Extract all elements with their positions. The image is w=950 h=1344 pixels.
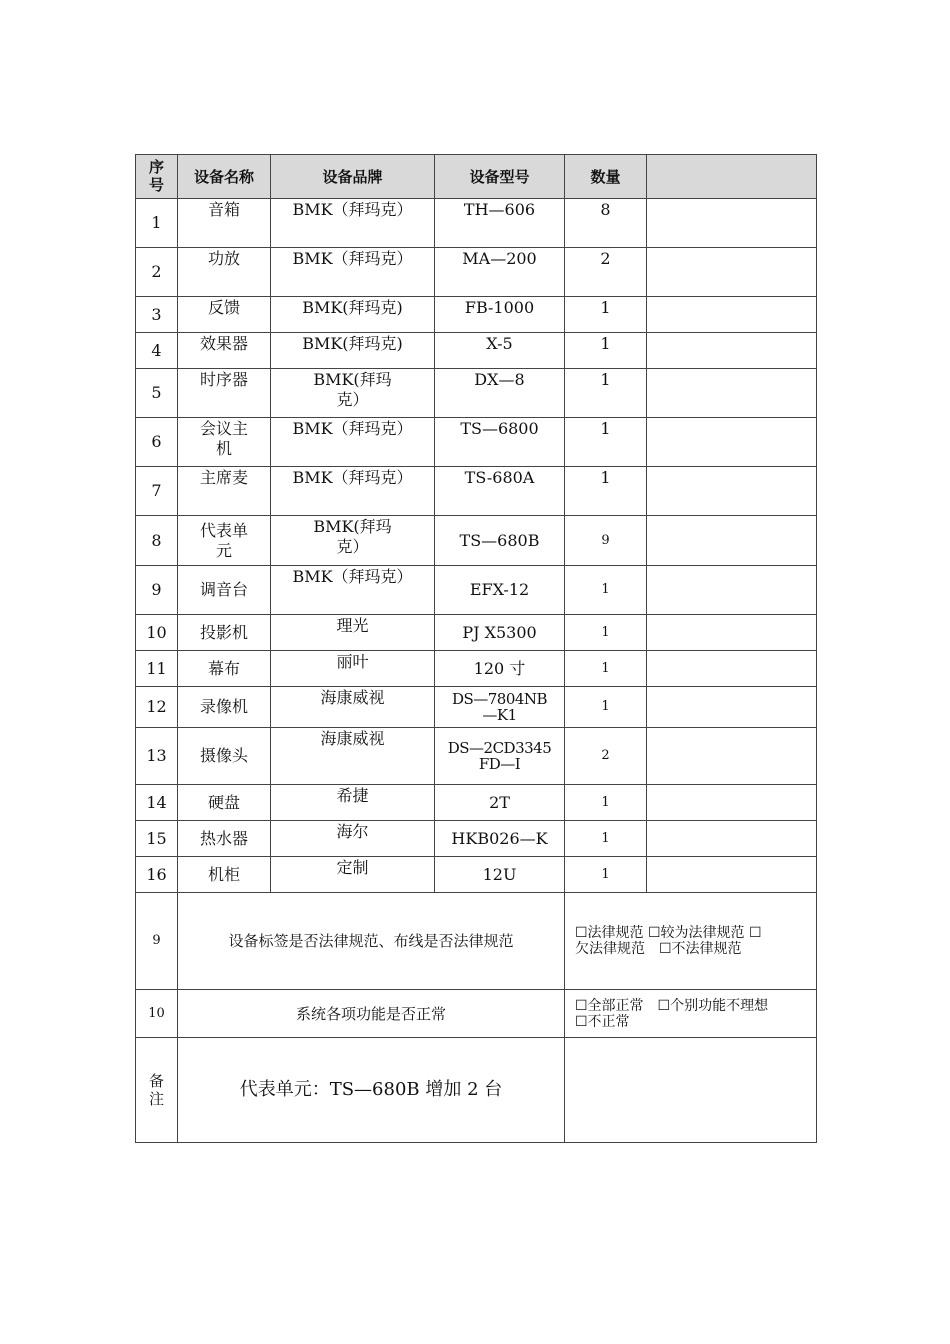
row-qty: 1 <box>565 467 647 516</box>
row-qty: 1 <box>565 615 647 651</box>
row-no: 8 <box>136 516 178 566</box>
equipment-table <box>135 154 817 1143</box>
check-row <box>136 893 817 990</box>
row-brand-text: 海尔 <box>336 822 369 841</box>
remarks-row <box>136 1038 817 1143</box>
row-name: 时序器 <box>178 369 271 418</box>
row-brand-text: BMK(拜玛克） <box>313 370 392 409</box>
row-brand-text: BMK（拜玛克） <box>292 200 413 219</box>
row-brand-text: 海康威视 <box>320 688 385 707</box>
row-name: 录像机 <box>178 687 271 728</box>
row-qty: 1 <box>565 687 647 728</box>
row-qty: 1 <box>565 857 647 893</box>
row-no: 2 <box>136 248 178 297</box>
check-options-line: ☐法律规范 ☐较为法律规范 ☐ <box>575 925 762 941</box>
row-qty: 2 <box>565 248 647 297</box>
table-row <box>136 516 817 566</box>
row-model <box>435 297 565 333</box>
row-brand <box>271 199 435 248</box>
table-row <box>136 467 817 516</box>
row-no: 14 <box>136 785 178 821</box>
row-brand <box>271 687 435 728</box>
row-brand <box>271 333 435 369</box>
row-name: 投影机 <box>178 615 271 651</box>
table-row <box>136 418 817 467</box>
check-no: 10 <box>136 990 178 1038</box>
table-row <box>136 248 817 297</box>
row-model-text: DS—7804NB—K1 <box>451 690 548 724</box>
row-no: 1 <box>136 199 178 248</box>
row-brand <box>271 857 435 893</box>
remarks-right <box>565 1038 817 1143</box>
row-model-text: MA—200 <box>462 249 537 268</box>
check-question: 设备标签是否法律规范、布线是否法律规范 <box>178 893 565 990</box>
row-blank <box>647 651 817 687</box>
row-name: 功放 <box>178 248 271 297</box>
row-model <box>435 651 565 687</box>
row-model-text: TH—606 <box>463 200 536 219</box>
row-qty: 1 <box>565 333 647 369</box>
row-no: 5 <box>136 369 178 418</box>
table-row <box>136 615 817 651</box>
row-brand <box>271 651 435 687</box>
row-qty: 1 <box>565 418 647 467</box>
row-blank <box>647 821 817 857</box>
row-model-text: PJ X5300 <box>462 622 537 642</box>
row-no: 7 <box>136 467 178 516</box>
row-name: 反馈 <box>178 297 271 333</box>
row-brand-text: BMK（拜玛克） <box>292 249 413 268</box>
row-brand <box>271 418 435 467</box>
row-name-text: 代表单元 <box>199 520 248 560</box>
row-brand <box>271 369 435 418</box>
table-row <box>136 297 817 333</box>
row-no: 13 <box>136 728 178 785</box>
row-no: 9 <box>136 566 178 615</box>
row-model <box>435 248 565 297</box>
row-brand-text: BMK(拜玛克) <box>302 334 403 353</box>
row-brand <box>271 821 435 857</box>
row-brand-text: BMK(拜玛克） <box>313 517 392 556</box>
row-model <box>435 467 565 516</box>
row-name <box>178 516 271 566</box>
row-brand <box>271 467 435 516</box>
row-model-text: TS—680B <box>459 530 540 550</box>
row-model-text: DS—2CD3345FD—I <box>447 739 552 773</box>
row-no: 12 <box>136 687 178 728</box>
row-brand <box>271 297 435 333</box>
remarks-text: 代表单元：TS—680B 增加 2 台 <box>178 1038 565 1143</box>
row-brand <box>271 248 435 297</box>
check-row <box>136 990 817 1038</box>
row-blank <box>647 297 817 333</box>
row-name: 主席麦 <box>178 467 271 516</box>
row-brand-text: BMK（拜玛克） <box>292 419 413 438</box>
row-brand <box>271 785 435 821</box>
row-blank <box>647 467 817 516</box>
check-question: 系统各项功能是否正常 <box>178 990 565 1038</box>
row-model-text: 120 寸 <box>473 658 526 678</box>
row-blank <box>647 615 817 651</box>
row-brand-text: BMK(拜玛克) <box>302 298 403 317</box>
row-model <box>435 199 565 248</box>
row-blank <box>647 566 817 615</box>
table-row <box>136 369 817 418</box>
row-model-text: 12U <box>482 864 517 884</box>
header-cell-name: 设备名称 <box>178 155 271 199</box>
check-options-line: ☐不正常 <box>575 1013 630 1030</box>
row-model <box>435 516 565 566</box>
row-model <box>435 728 565 785</box>
row-brand-text: 定制 <box>336 858 369 877</box>
row-no: 11 <box>136 651 178 687</box>
row-blank <box>647 785 817 821</box>
row-model-text: 2T <box>489 792 510 812</box>
row-brand <box>271 615 435 651</box>
row-model-text: TS—6800 <box>460 419 539 438</box>
row-qty: 1 <box>565 785 647 821</box>
row-name: 摄像头 <box>178 728 271 785</box>
row-no: 6 <box>136 418 178 467</box>
header-cell-qty: 数量 <box>565 155 647 199</box>
table-row <box>136 566 817 615</box>
check-options <box>565 893 817 990</box>
row-no: 10 <box>136 615 178 651</box>
header-cell-no: 序号 <box>136 155 178 199</box>
row-brand <box>271 516 435 566</box>
row-model-text: FB-1000 <box>464 298 535 317</box>
row-name: 调音台 <box>178 566 271 615</box>
row-model <box>435 857 565 893</box>
row-blank <box>647 516 817 566</box>
row-qty: 1 <box>565 566 647 615</box>
row-name <box>178 418 271 467</box>
row-name: 幕布 <box>178 651 271 687</box>
row-name: 效果器 <box>178 333 271 369</box>
row-qty: 1 <box>565 369 647 418</box>
row-name: 机柜 <box>178 857 271 893</box>
row-name: 音箱 <box>178 199 271 248</box>
row-model-text: EFX-12 <box>469 580 530 599</box>
row-blank <box>647 333 817 369</box>
row-brand <box>271 728 435 785</box>
row-blank <box>647 728 817 785</box>
check-options <box>565 990 817 1038</box>
row-blank <box>647 418 817 467</box>
row-model <box>435 566 565 615</box>
row-name-text: 会议主机 <box>199 419 248 458</box>
row-qty: 1 <box>565 297 647 333</box>
row-model-text: TS-680A <box>464 468 535 487</box>
row-model <box>435 418 565 467</box>
header-cell-brand: 设备品牌 <box>271 155 435 199</box>
row-blank <box>647 199 817 248</box>
row-blank <box>647 369 817 418</box>
table-row <box>136 728 817 785</box>
header-cell-model: 设备型号 <box>435 155 565 199</box>
row-brand-text: 希捷 <box>336 786 369 805</box>
row-brand-text: BMK（拜玛克） <box>292 567 413 586</box>
check-options-line: 欠法律规范 ☐不法律规范 <box>575 941 742 957</box>
row-blank <box>647 857 817 893</box>
remarks-label <box>136 1038 178 1143</box>
row-brand-text: BMK（拜玛克） <box>292 468 413 487</box>
row-model <box>435 687 565 728</box>
remarks-label-text: 备注 <box>148 1071 164 1108</box>
row-name: 热水器 <box>178 821 271 857</box>
table-row <box>136 199 817 248</box>
row-model <box>435 333 565 369</box>
table-header-row <box>136 155 817 199</box>
row-qty: 1 <box>565 651 647 687</box>
row-no: 3 <box>136 297 178 333</box>
row-no: 15 <box>136 821 178 857</box>
table-row <box>136 857 817 893</box>
row-model <box>435 821 565 857</box>
row-model <box>435 369 565 418</box>
row-no: 4 <box>136 333 178 369</box>
row-brand-text: 理光 <box>336 616 369 635</box>
check-options-line: ☐全部正常 ☐个别功能不理想 <box>575 997 769 1014</box>
row-model <box>435 615 565 651</box>
row-brand-text: 丽叶 <box>336 652 369 671</box>
row-model-text: HKB026—K <box>451 828 548 848</box>
row-qty: 8 <box>565 199 647 248</box>
row-brand-text: 海康威视 <box>320 729 385 748</box>
row-brand <box>271 566 435 615</box>
row-blank <box>647 248 817 297</box>
row-model <box>435 785 565 821</box>
table-row <box>136 821 817 857</box>
row-no: 16 <box>136 857 178 893</box>
row-blank <box>647 687 817 728</box>
check-no: 9 <box>136 893 178 990</box>
table-row <box>136 785 817 821</box>
table-row <box>136 333 817 369</box>
row-name: 硬盘 <box>178 785 271 821</box>
row-model-text: DX—8 <box>474 370 525 389</box>
row-qty: 1 <box>565 821 647 857</box>
row-model-text: X-5 <box>486 334 513 353</box>
table-row <box>136 651 817 687</box>
row-qty: 2 <box>565 728 647 785</box>
header-cell-blank <box>647 155 817 199</box>
table-row <box>136 687 817 728</box>
row-qty: 9 <box>565 516 647 566</box>
